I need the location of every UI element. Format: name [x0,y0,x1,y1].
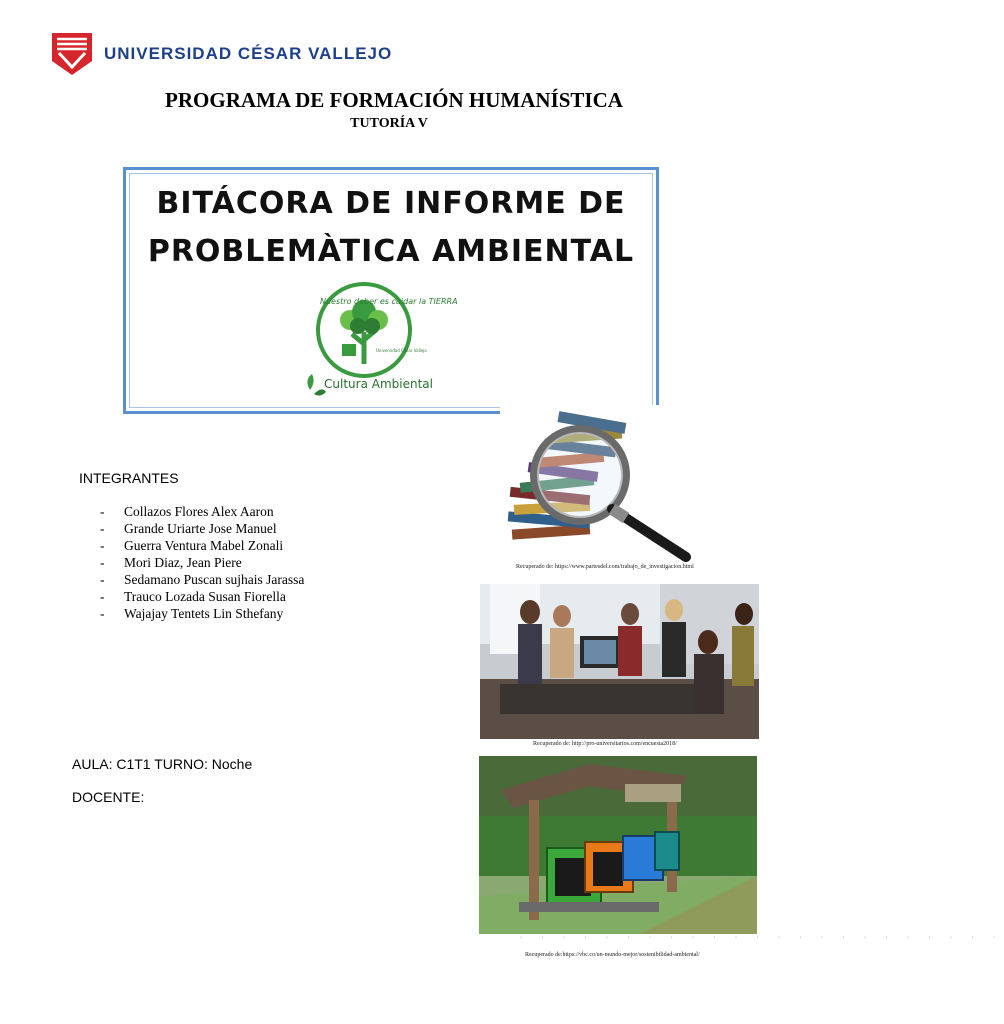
list-item: - Sedamano Puscan sujhais Jarassa [100,572,305,587]
document-title-line-1: BITÁCORA DE INFORME DE [156,186,626,221]
books-magnifier-image [500,405,700,563]
aula-turno-line: AULA: C1T1 TURNO: Noche [72,756,253,772]
document-title-line-2: PROBLEMÀTICA AMBIENTAL [147,234,635,269]
list-item: - Grande Uriarte Jose Manuel [100,521,277,536]
decorative-dots: · · · · · · · · · · · · · · · · · · · · · · · [520,935,1004,941]
list-item: - Guerra Ventura Mabel Zonali [100,538,284,553]
cultura-ambiental-logo [300,282,458,407]
university-name: UNIVERSIDAD CÉSAR VALLEJO [104,44,393,63]
integrantes-label: INTEGRANTES [79,470,179,486]
list-item: - Wajajay Tentets Lin Sthefany [100,606,284,621]
image-caption-1: Recuperado de: https://www.partesdel.com/trabajo_de_investigacion.html [516,564,694,570]
logo-badge: Universidad César Vallejo [376,348,427,353]
list-item: - Trauco Lozada Susan Fiorella [100,589,286,604]
list-item: - Mori Diaz, Jean Piere [100,555,242,570]
list-item: - Collazos Flores Alex Aaron [100,504,274,519]
image-caption-3: Recuperado de:https://vbc.co/un-mundo-mejor/sostenibilidad-ambiental/ [525,952,700,958]
logo-caption: Cultura Ambiental [324,377,433,391]
docente-label: DOCENTE: [72,789,145,805]
team-meeting-image [480,584,759,739]
program-title: PROGRAMA DE FORMACIÓN HUMANÍSTICA [165,88,623,112]
logo-text-top: Nuestro deber es cuidar la TIERRA [320,297,458,306]
image-caption-2: Recuperado de: http://pro-universitarios.com/encuesta2018/ [533,741,677,747]
members-list [100,503,304,622]
recycling-bins-image [479,756,757,934]
university-logo-icon [50,31,94,77]
tutoria-subtitle: TUTORÍA V [350,116,428,131]
